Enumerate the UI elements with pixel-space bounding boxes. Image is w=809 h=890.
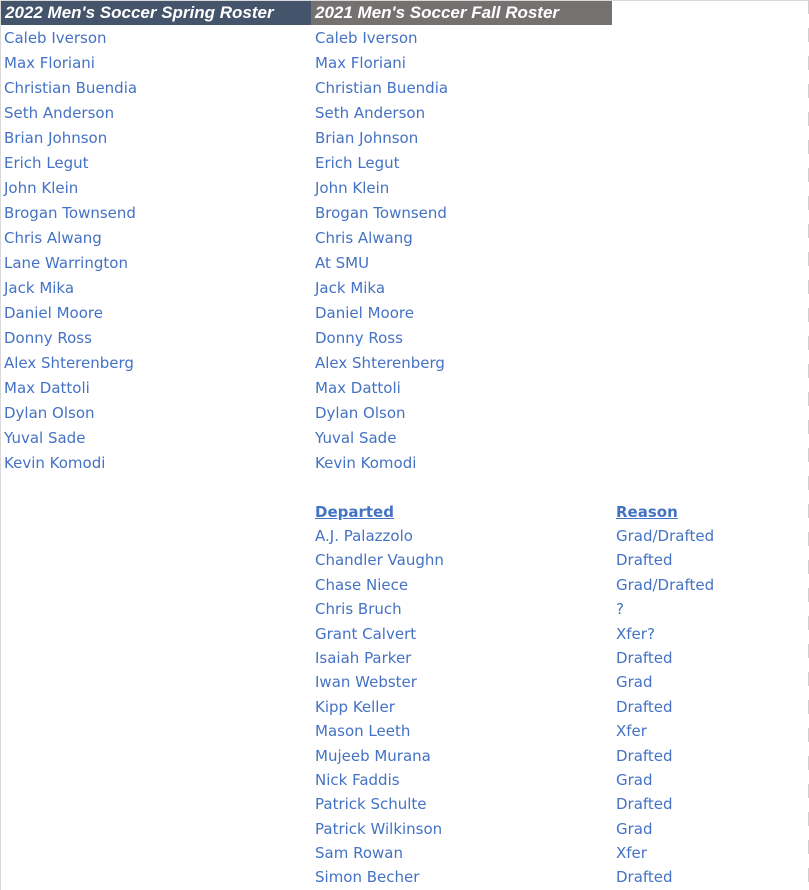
roster-2021-cell[interactable]: Chris Alwang — [315, 229, 413, 247]
roster-2021-list — [315, 26, 448, 476]
departure-reason-cell[interactable]: Drafted — [616, 697, 673, 716]
departure-reason-cell[interactable]: ? — [616, 600, 624, 619]
roster-2022-cell[interactable]: Christian Buendia — [4, 79, 138, 97]
roster-2021-cell[interactable]: Brogan Townsend — [315, 204, 447, 222]
roster-2021-cell[interactable]: Jack Mika — [315, 279, 386, 297]
roster-2021-cell[interactable]: Max Floriani — [315, 54, 406, 72]
departure-reason-cell[interactable]: Drafted — [616, 648, 673, 667]
roster-2021-cell[interactable]: At SMU — [315, 254, 370, 272]
departed-player-cell[interactable]: Mason Leeth — [315, 722, 411, 741]
roster-2021-cell[interactable]: Caleb Iverson — [315, 29, 418, 47]
roster-2021-cell[interactable]: Christian Buendia — [315, 79, 449, 97]
departed-player-cell[interactable]: Kipp Keller — [315, 697, 395, 716]
header-2022-spring-roster[interactable]: 2022 Men's Soccer Spring Roster — [1, 1, 311, 25]
roster-2021-cell[interactable]: Donny Ross — [315, 329, 403, 347]
departed-header[interactable]: Departed — [315, 503, 394, 521]
roster-2021-cell[interactable]: Max Dattoli — [315, 379, 401, 397]
departure-reason-cell[interactable]: Grad — [616, 673, 653, 692]
roster-2022-cell[interactable]: Caleb Iverson — [4, 29, 107, 47]
roster-2021-cell[interactable]: Dylan Olson — [315, 404, 406, 422]
roster-2022-cell[interactable]: Kevin Komodi — [4, 454, 106, 472]
roster-2022-cell[interactable]: Max Dattoli — [4, 379, 90, 397]
departed-player-cell[interactable]: Chase Niece — [315, 575, 409, 594]
roster-2021-cell[interactable]: Kevin Komodi — [315, 454, 417, 472]
departure-reason-cell[interactable]: Drafted — [616, 551, 673, 570]
roster-2022-list — [4, 26, 137, 476]
roster-2021-cell[interactable]: Erich Legut — [315, 154, 400, 172]
roster-2021-cell[interactable]: Yuval Sade — [315, 429, 397, 447]
departure-reason-cell[interactable]: Xfer — [616, 722, 647, 741]
departed-player-cell[interactable]: A.J. Palazzolo — [315, 527, 413, 545]
departure-reason-cell[interactable]: Grad — [616, 770, 653, 789]
departure-reasons-list — [616, 524, 714, 890]
roster-2022-cell[interactable]: Brian Johnson — [4, 129, 108, 147]
departed-player-cell[interactable]: Patrick Wilkinson — [315, 819, 443, 838]
roster-2022-cell[interactable]: Alex Shterenberg — [4, 354, 134, 372]
departure-reason-cell[interactable]: Drafted — [616, 746, 673, 765]
departure-reason-cell[interactable]: Grad/Drafted — [616, 575, 715, 594]
roster-2022-cell[interactable]: Brogan Townsend — [4, 204, 136, 222]
departed-player-cell[interactable]: Grant Calvert — [315, 624, 417, 643]
roster-2022-cell[interactable]: Daniel Moore — [4, 304, 103, 322]
roster-2021-cell[interactable]: Brian Johnson — [315, 129, 419, 147]
roster-2022-cell[interactable]: Lane Warrington — [4, 254, 128, 272]
departed-player-cell[interactable]: Sam Rowan — [315, 844, 403, 863]
departed-player-cell[interactable]: Simon Becher — [315, 868, 420, 887]
departure-reason-cell[interactable]: Xfer — [616, 844, 647, 863]
roster-2022-cell[interactable]: Chris Alwang — [4, 229, 102, 247]
departed-players-list — [315, 524, 444, 890]
departure-reason-cell[interactable]: Grad — [616, 819, 653, 838]
reason-header[interactable]: Reason — [616, 503, 678, 521]
roster-2022-cell[interactable]: Donny Ross — [4, 329, 92, 347]
departure-reason-cell[interactable]: Drafted — [616, 795, 673, 814]
roster-2022-cell[interactable]: Yuval Sade — [4, 429, 86, 447]
header-2021-fall-roster[interactable]: 2021 Men's Soccer Fall Roster — [311, 1, 612, 25]
roster-2022-cell[interactable]: Erich Legut — [4, 154, 89, 172]
departed-player-cell[interactable]: Iwan Webster — [315, 673, 417, 692]
departure-reason-cell[interactable]: Xfer? — [616, 624, 655, 643]
roster-2022-cell[interactable]: Jack Mika — [4, 279, 75, 297]
roster-2021-cell[interactable]: Seth Anderson — [315, 104, 426, 122]
roster-2022-cell[interactable]: Seth Anderson — [4, 104, 115, 122]
departure-reason-cell[interactable]: Drafted — [616, 868, 673, 887]
departed-player-cell[interactable]: Chris Bruch — [315, 600, 402, 619]
sheet-left-gridline — [0, 0, 1, 890]
roster-2021-cell[interactable]: John Klein — [315, 179, 390, 197]
departed-player-cell[interactable]: Chandler Vaughn — [315, 551, 444, 570]
roster-2022-cell[interactable]: Dylan Olson — [4, 404, 95, 422]
departed-player-cell[interactable]: Mujeeb Murana — [315, 746, 431, 765]
roster-2021-cell[interactable]: Daniel Moore — [315, 304, 414, 322]
roster-2022-cell[interactable]: John Klein — [4, 179, 79, 197]
departed-player-cell[interactable]: Nick Faddis — [315, 770, 400, 789]
roster-2022-cell[interactable]: Max Floriani — [4, 54, 95, 72]
departed-player-cell[interactable]: Patrick Schulte — [315, 795, 427, 814]
departure-reason-cell[interactable]: Grad/Drafted — [616, 527, 715, 545]
departed-player-cell[interactable]: Isaiah Parker — [315, 648, 412, 667]
roster-2021-cell[interactable]: Alex Shterenberg — [315, 354, 445, 372]
